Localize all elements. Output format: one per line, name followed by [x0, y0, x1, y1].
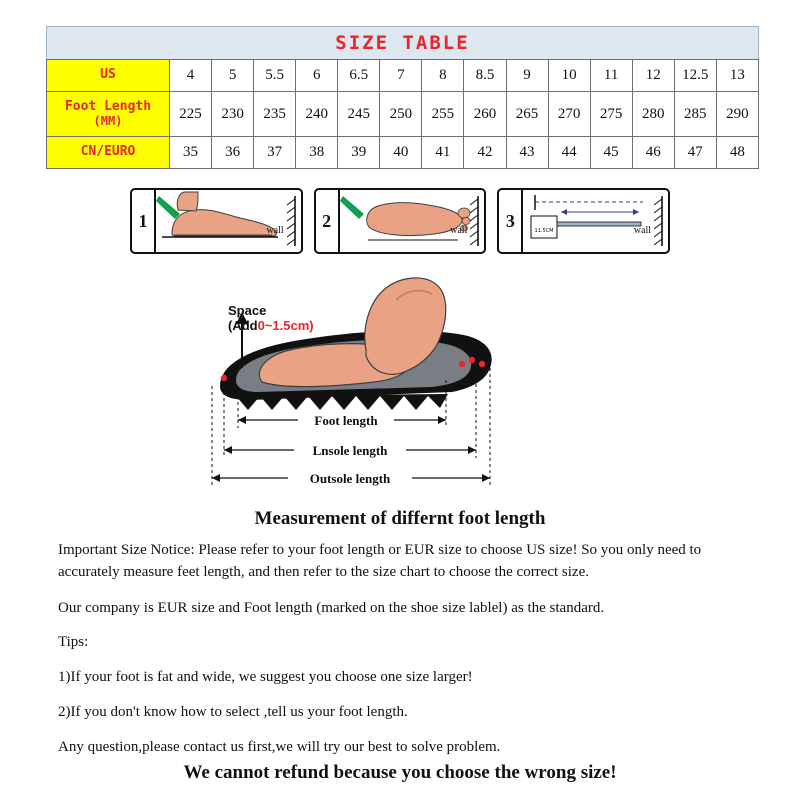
- table-row: [47, 60, 759, 92]
- wall-hatch-icon-1: [287, 196, 296, 246]
- notice-paragraph-3: 1)If your foot is fat and wide, we suggest you choose one size larger!: [58, 669, 473, 685]
- cell-us-5: 7: [380, 60, 422, 92]
- cell-fl-11: 280: [632, 92, 674, 137]
- cell-us-7: 8.5: [464, 60, 506, 92]
- cell-us-2: 5.5: [254, 60, 296, 92]
- cell-fl-13: 290: [716, 92, 758, 137]
- size-table-title: SIZE TABLE: [335, 32, 470, 54]
- row-header-foot-length-text: Foot Length: [64, 99, 152, 115]
- cell-us-12: 12.5: [674, 60, 716, 92]
- cell-fl-0: 225: [170, 92, 212, 137]
- cell-us-13: 13: [716, 60, 758, 92]
- cell-cn-2: 37: [254, 137, 296, 169]
- measure-label-1: Lnsole length: [312, 443, 388, 458]
- measure-label-2: Outsole length: [309, 471, 391, 486]
- cell-fl-5: 250: [380, 92, 422, 137]
- cell-fl-9: 270: [548, 92, 590, 137]
- notice-paragraph-1: Our company is EUR size and Foot length (marked on the shoe size lablel) as the standard.: [58, 599, 605, 616]
- cell-us-11: 12: [632, 60, 674, 92]
- row-header-foot-length-unit: (MM): [93, 113, 123, 128]
- notice-paragraph-0: Important Size Notice: Please refer to your foot length or EUR size to choose US size! So you only need to accurately measure feet length, and then refer to the size chart to choose the correct size.: [58, 542, 702, 580]
- wall-label-2: wall: [450, 225, 468, 236]
- step-number-3: 3: [499, 190, 523, 252]
- step-panel-3: [497, 188, 670, 254]
- cell-cn-7: 42: [464, 137, 506, 169]
- cell-cn-11: 46: [632, 137, 674, 169]
- cell-cn-13: 48: [716, 137, 758, 169]
- cell-fl-10: 275: [590, 92, 632, 137]
- cell-us-1: 5: [212, 60, 254, 92]
- cell-fl-4: 245: [338, 92, 380, 137]
- space-label-value: 0~1.5cm): [257, 317, 314, 333]
- step-3-illustration: [521, 190, 669, 248]
- size-table-section: [46, 26, 759, 169]
- size-notice-text: [58, 540, 748, 771]
- wall-label-1: wall: [266, 225, 284, 236]
- cell-us-9: 10: [548, 60, 590, 92]
- cell-us-0: 4: [170, 60, 212, 92]
- diagram-caption: Measurement of differnt foot length: [254, 508, 546, 529]
- cell-fl-2: 235: [254, 92, 296, 137]
- space-label-line1: Space: [228, 303, 267, 318]
- cell-fl-8: 265: [506, 92, 548, 137]
- row-header-cn-euro: CN/EURO: [47, 137, 170, 169]
- size-table: [46, 59, 759, 169]
- wall-label-3: wall: [633, 225, 652, 236]
- step-2-illustration: [338, 190, 486, 248]
- step-number-1: 1: [132, 190, 156, 252]
- cell-cn-4: 39: [338, 137, 380, 169]
- cell-us-10: 11: [590, 60, 632, 92]
- cell-fl-6: 255: [422, 92, 464, 137]
- size-table-title-bar: [46, 26, 759, 59]
- cell-fl-12: 285: [674, 92, 716, 137]
- step-panel-1: [130, 188, 303, 254]
- table-row: [47, 92, 759, 137]
- table-row: [47, 137, 759, 169]
- foot-measure-diagram: [190, 268, 610, 508]
- notice-paragraph-4: 2)If you don't know how to select ,tell us your foot length.: [58, 703, 408, 720]
- cell-cn-0: 35: [170, 137, 212, 169]
- step-number-2: 2: [316, 190, 340, 252]
- cell-cn-10: 45: [590, 137, 632, 169]
- ruler-value-text: 11.5CM: [534, 228, 554, 234]
- refund-warning: We cannot refund because you choose the wrong size!: [183, 762, 617, 783]
- cell-us-8: 9: [506, 60, 548, 92]
- cell-fl-7: 260: [464, 92, 506, 137]
- cell-cn-12: 47: [674, 137, 716, 169]
- cell-cn-9: 44: [548, 137, 590, 169]
- cell-cn-1: 36: [212, 137, 254, 169]
- cell-us-3: 6: [296, 60, 338, 92]
- step-panel-2: [314, 188, 487, 254]
- cell-cn-3: 38: [296, 137, 338, 169]
- wall-hatch-icon-2: [470, 196, 479, 246]
- cell-cn-5: 40: [380, 137, 422, 169]
- step-1-illustration: [154, 190, 302, 248]
- notice-paragraph-5: Any question,please contact us first,we will try our best to solve problem.: [58, 738, 501, 755]
- cell-cn-8: 43: [506, 137, 548, 169]
- cell-us-4: 6.5: [338, 60, 380, 92]
- cell-cn-6: 41: [422, 137, 464, 169]
- measure-steps: [130, 188, 670, 254]
- row-header-us: US: [47, 60, 170, 92]
- space-label-prefix: (Add: [228, 317, 258, 333]
- space-annotation: [228, 304, 314, 334]
- row-header-foot-length: [47, 92, 170, 137]
- measure-label-0: Foot length: [314, 413, 378, 428]
- wall-hatch-icon-3: [654, 196, 663, 246]
- cell-fl-1: 230: [212, 92, 254, 137]
- cell-us-6: 8: [422, 60, 464, 92]
- notice-paragraph-2: Tips:: [58, 634, 89, 651]
- cell-fl-3: 240: [296, 92, 338, 137]
